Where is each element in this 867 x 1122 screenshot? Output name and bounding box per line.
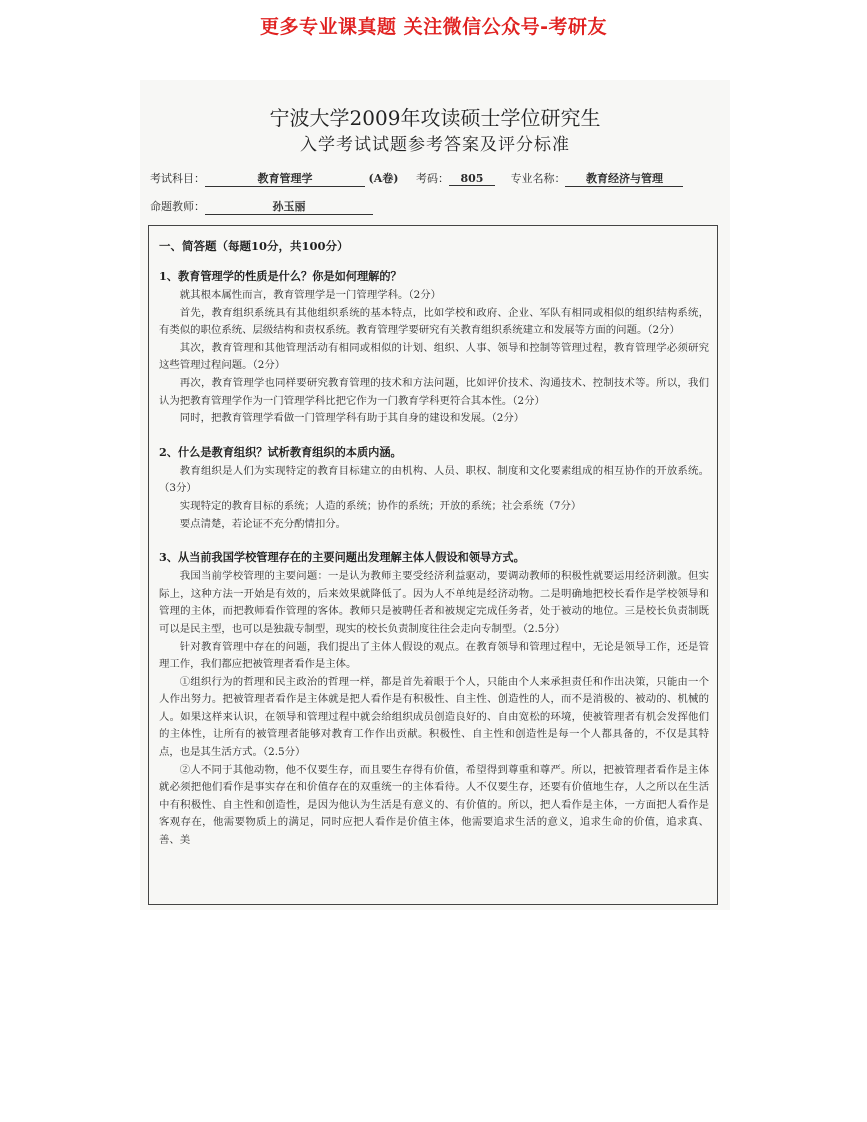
answer-paragraph: ②人不同于其他动物，他不仅要生存，而且要生存得有价值，希望得到尊重和尊严。所以，把被管理者看作是主体就必须把他们看作是事实存在和价值存在的双重统一的主体看待。人不仅要生存，还要有价值地生存，人之所以在生活中有积极性、自主性和创造性，是因为他认为生活是有意义的、有价值的。所以，把人看作是主体，一方面把人看作是客观存在，他需要物质上的满足，同时应把人看作是价值主体，他需要追求生活的意义，追求生命的价值，追求真、善、美 bbox=[159, 763, 709, 847]
teacher-value: 孙玉丽 bbox=[205, 198, 373, 215]
code-label: 考码： bbox=[415, 172, 449, 185]
subject-label: 考试科目： bbox=[150, 172, 205, 185]
promo-banner: 更多专业课真题 关注微信公众号-考研友 bbox=[259, 16, 607, 38]
teacher-label: 命题教师： bbox=[150, 200, 205, 213]
answer-paragraph: 我国当前学校管理的主要问题：一是认为教师主要受经济利益驱动，要调动教师的积极性就要运用经济刺激。但实际上，这种方法一开始是有效的，后来效果就降低了。因为人不单纯是经济动物。二是明确地把校长看作是学校领导和管理的主体，而把教师看作管理的客体。教师只是被聘任者和被规定完成任务者，处于被动的地位。三是校长负责制既可以是民主型，也可以是独裁专制型，现实的校长负责制度往往会走向专制型。（2.5分） bbox=[159, 570, 709, 635]
code-value: 805 bbox=[449, 172, 495, 186]
exam-subtitle: 入学考试试题参考答案及评分标准 bbox=[300, 135, 570, 155]
section-heading: 一、简答题（每题10分，共100分） bbox=[159, 239, 349, 253]
question-1: 1、教育管理学的性质是什么？你是如何理解的？ bbox=[159, 269, 402, 283]
answer-paragraph: ①组织行为的哲理和民主政治的哲理一样，都是首先着眼于个人，只能由个人来承担责任和作出决策，只能由一个人作出努力。把被管理者看作是主体就是把人看作是有积极性、自主性、创造性的人，而不是消极的、被动的、机械的人。如果这样来认识，在领导和管理过程中就会给组织成员创造良好的、自由宽松的环境，使被管理者有机会发挥他们的主体性，让所有的被管理者能够对教育工作作出贡献。积极性、自主性和创造性是每一个人都具备的，不仅是其特点，也是其生活方式。（2.5分） bbox=[159, 675, 709, 759]
subject-value: 教育管理学 bbox=[205, 170, 365, 187]
question-3: 3、从当前我国学校管理存在的主要问题出发理解主体人假设和领导方式。 bbox=[159, 550, 525, 565]
answer-paragraph: 同时，把教育管理学看做一门管理学科有助于其自身的建设和发展。（2分） bbox=[179, 412, 525, 425]
answer-paragraph: 教育组织是人们为实现特定的教育目标建立的由机构、人员、职权、制度和文化要素组成的相互协作的开放系统。（3分） bbox=[159, 464, 709, 495]
scanned-exam-page bbox=[140, 80, 730, 910]
answer-paragraph: 首先，教育组织系统具有其他组织系统的基本特点，比如学校和政府、企业、军队有相同或相似的组织结构系统，有类似的职位系统、层级结构和责权系统。教育管理学要研究有关教育组织系统建立和发展等方面的问题。（2分） bbox=[159, 306, 709, 337]
major-value: 教育经济与管理 bbox=[565, 170, 683, 187]
answer-paragraph: 再次，教育管理学也同样要研究教育管理的技术和方法问题，比如评价技术、沟通技术、控制技术等。所以，我们认为把教育管理学作为一门管理学科比把它作为一门教育学科更符合其本性。（2分） bbox=[159, 376, 709, 407]
subject-row bbox=[150, 170, 683, 187]
question-2: 2、什么是教育组织？试析教育组织的本质内涵。 bbox=[159, 444, 402, 459]
paper-version: (A卷) bbox=[368, 172, 399, 185]
answer-paragraph: 实现特定的教育目标的系统；人造的系统；协作的系统；开放的系统；社会系统（7分） bbox=[179, 499, 582, 512]
major-label: 专业名称： bbox=[510, 172, 566, 185]
exam-title: 宁波大学2009年攻读硕士学位研究生 bbox=[269, 106, 601, 130]
answer-paragraph: 针对教育管理中存在的问题，我们提出了主体人假设的观点。在教育领导和管理过程中，无论是领导工作，还是管理工作，我们都应把被管理者看作是主体。 bbox=[159, 640, 709, 671]
answer-paragraph: 其次，教育管理和其他管理活动有相同或相似的计划、组织、人事、领导和控制等管理过程，教育管理学必须研究这些管理过程问题。（2分） bbox=[159, 341, 709, 372]
answer-paragraph: 就其根本属性而言，教育管理学是一门管理学科。（2分） bbox=[179, 289, 441, 301]
answer-box bbox=[148, 225, 718, 905]
teacher-row bbox=[150, 198, 373, 215]
answer-paragraph: 要点清楚，若论证不充分酌情扣分。 bbox=[179, 517, 347, 530]
